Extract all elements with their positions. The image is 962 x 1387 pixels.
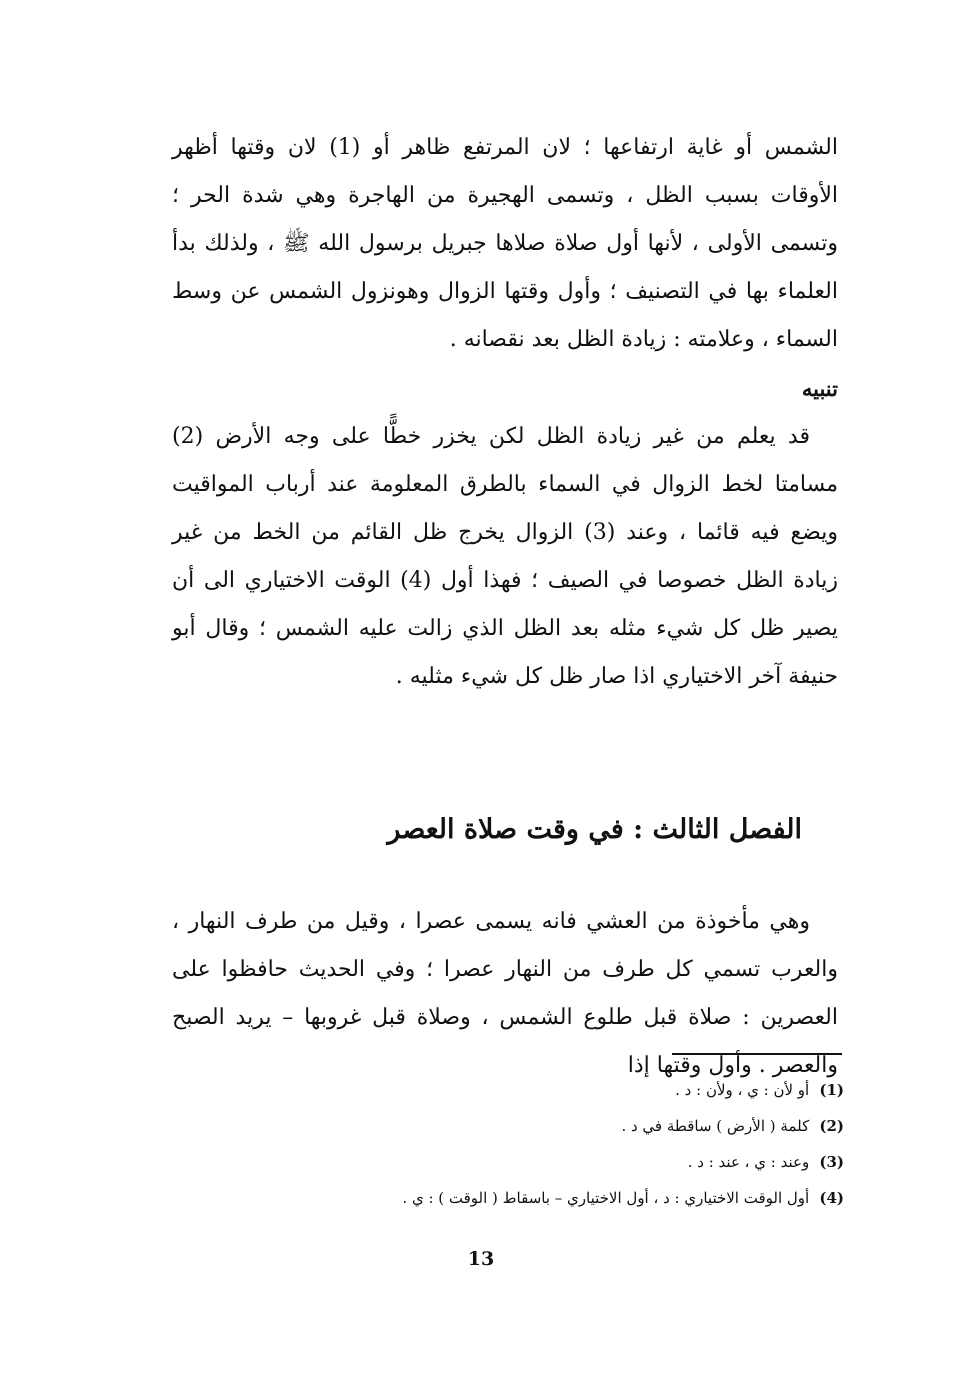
footnote-text: وعند : ي ، عند : د . (687, 1153, 810, 1171)
chapter-title: الفصل الثالث : في وقت صلاة العصر (387, 814, 802, 845)
footnote-item (200, 1108, 844, 1144)
footnote-text: أول الوقت الاختياري : د ، أول الاختياري – باسقاط ( الوقت ) : ي . (402, 1189, 810, 1207)
paragraph-asr-description (172, 898, 838, 1090)
footnote-item (200, 1180, 844, 1216)
footnote-number: (2) (819, 1117, 844, 1135)
paragraph-tanbih-text: قد يعلم من غير زيادة الظل لكن يخزر خطًّا على وجه الأرض (2) مسامتا لخط الزوال في السماء بالطرق المعلومة عند أرباب المواقيت ويضع فيه قائما ، وعند (3) الزوال يخرج ظل القائم من الخط من غير زيادة الظل خصوصا في الصيف ؛ فهذا أول (4) الوقت الاختياري الى أن يصير ظل كل شيء مثله بعد الظل الذي زالت عليه الشمس ؛ وقال أبو حنيفة آخر الاختياري اذا صار ظل كل شيء مثليه . (172, 424, 838, 689)
footnote-number: (3) (819, 1153, 844, 1171)
footnote-number: (1) (819, 1081, 844, 1099)
paragraph-asr-text: وهي مأخوذة من العشي فانه يسمى عصرا ، وقيل من طرف النهار ، والعرب تسمي كل طرف من النهار عصرا ؛ وفي الحديث حافظوا على العصرين : صلاة قبل طلوع الشمس ، وصلاة قبل غروبها – يريد الصبح والعصر . وأول وقتها إذا (172, 909, 838, 1078)
footnotes (200, 1072, 844, 1216)
paragraph-zuhr-description: الشمس أو غاية ارتفاعها ؛ لان المرتفع ظاهر أو (1) لان وقتها أظهر الأوقات بسبب الظل ، وتسمى الهجيرة من الهاجرة وهي شدة الحر ؛ وتسمى الأولى ، لأنها أول صلاة صلاها جبريل برسول الله ﷺ ، ولذلك بدأ العلماء بها في التصنيف ؛ وأول وقتها الزوال وهونزول الشمس عن وسط السماء ، وعلامته : زيادة الظل بعد نقصانه . (172, 135, 838, 352)
footnote-item (200, 1144, 844, 1180)
footnote-text: أو لأن : ي ، ولأن : د . (675, 1081, 810, 1099)
paragraph-tanbih (172, 413, 838, 701)
section-heading-tanbih: تنبيه (801, 376, 838, 401)
footnote-text: كلمة ( الأرض ) ساقطة في د . (621, 1117, 810, 1135)
page-number: 13 (467, 1248, 495, 1270)
footnote-number: (4) (819, 1189, 844, 1207)
footnote-separator (672, 1053, 842, 1055)
footnote-item (200, 1072, 844, 1108)
